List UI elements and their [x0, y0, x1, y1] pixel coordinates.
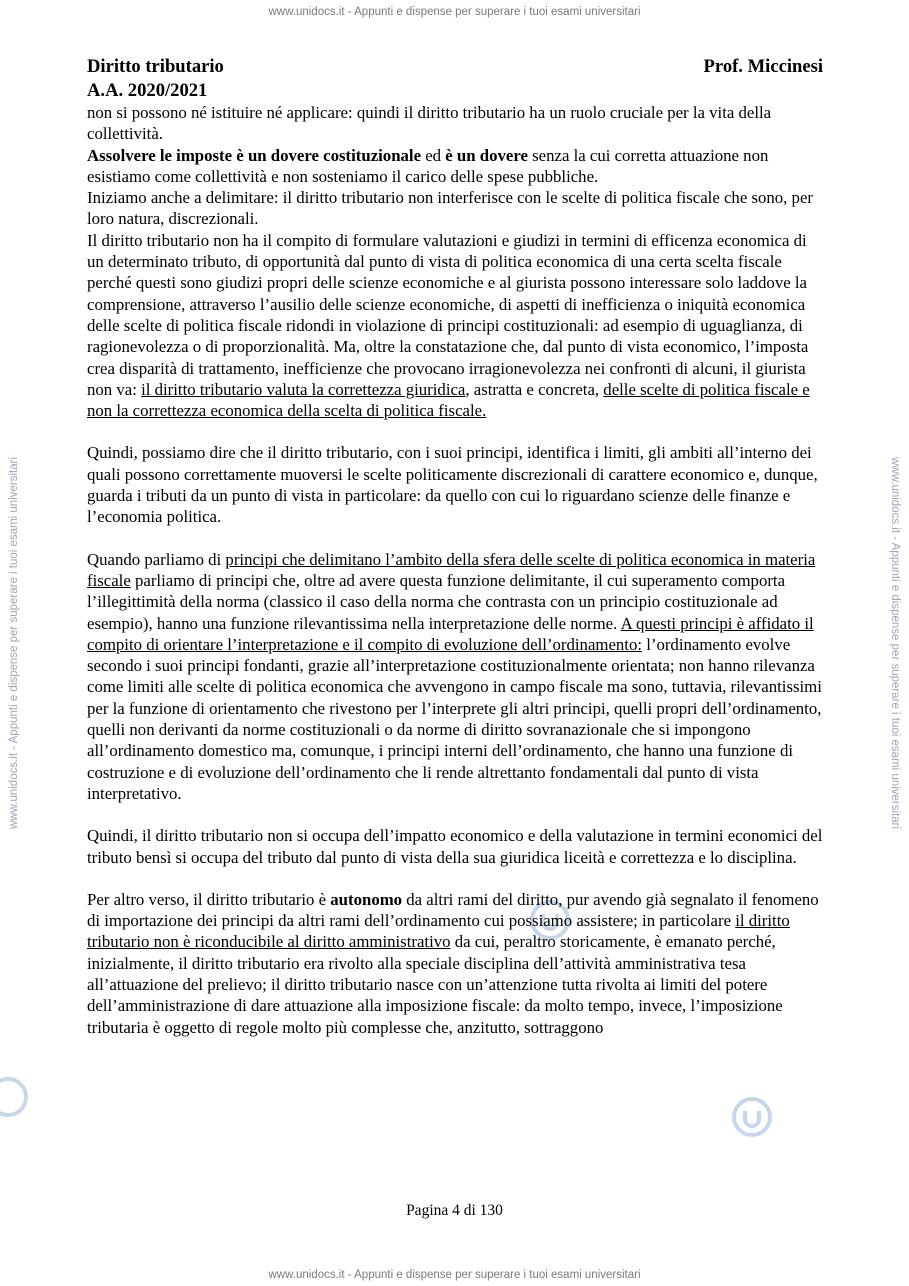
text-run: da cui, peraltro storicamente, è emanato perché, inizialmente, il diritto tributario era rivolto alla speciale disciplina dell’attività amministrativa tesa all’attuazione del prelievo; il diritto tributario nasce con un’attenzione tutta rivolta ai limiti del potere dell’amministrazione di dare attuazione alla imposizione fiscale: da molto tempo, invece, l’imposizione tributaria è oggetto di regole molto più complesse che, anzitutto, sottraggono	[87, 932, 783, 1037]
paragraph	[87, 145, 823, 188]
unidocs-logo-icon	[730, 1095, 774, 1139]
academic-year: A.A. 2020/2021	[87, 80, 208, 101]
paragraph	[87, 442, 823, 527]
bold-text: è un dovere	[445, 145, 528, 165]
page-header	[87, 55, 823, 103]
paragraph	[87, 825, 823, 868]
course-title: Diritto tributario	[87, 56, 224, 77]
text-run: Quindi, possiamo dire che il diritto tributario, con i suoi principi, identifica i limiti, gli ambiti all’interno dei quali possono correttamente muoversi le scelte politicamente discrezionali di carattere economico e, dunque, guarda i tributi da un punto di vista in particolare: da quello con cui lo riguardano scienze delle finanze e l’economia politica.	[87, 443, 818, 527]
document-body	[87, 102, 823, 1038]
paragraph	[87, 187, 823, 230]
watermark-left: www.unidocs.it - Appunti e dispense per superare i tuoi esami universitari	[8, 456, 20, 830]
text-run: l’ordinamento evolve secondo i suoi principi fondanti, grazie all’interpretazione costituzionalmente orientata; non hanno rilevanza come limiti alle scelte di politica economica che avvengono in campo fiscale ma sono, tuttavia, rilevantissimi per la funzione di orientamento che rivestono per l’interprete gli altri principi, quelli propri dell’ordinamento, quelli non derivanti da norme costituzionali o da norme di diritto sovranazionale che si impongono all’ordinamento domestico ma, comunque, i principi interni dell’ordinamento, che hanno una funzione di costruzione e di evoluzione dell’ordinamento che li rende altrettanto fondamentali dal punto di vista interpretativo.	[87, 634, 822, 803]
watermark-top: www.unidocs.it - Appunti e dispense per superare i tuoi esami universitari	[268, 6, 641, 18]
paragraph	[87, 230, 823, 422]
paragraph	[87, 889, 823, 1038]
unidocs-logo-icon	[0, 1075, 30, 1119]
text-run: Per altro verso, il diritto tributario è	[87, 889, 331, 909]
text-run: Iniziamo anche a delimitare: il diritto tributario non interferisce con le scelte di politica fiscale che sono, per loro natura, discrezionali.	[87, 188, 813, 229]
watermark-right: www.unidocs.it - Appunti e dispense per superare i tuoi esami universitari	[889, 456, 901, 830]
text-run: parliamo di principi che, oltre ad avere questa funzione delimitante, il cui superamento comporta l’illegittimità della norma (classico il caso della norma che contrasta con un principio costituzionale ad esempio), hanno una funzione rilevantissima nella interpretazione delle norme.	[87, 570, 786, 633]
underlined-text: A questi principi è affidato il compito di orientare l’interpretazione e il compito di evoluzione dell’ordinamento:	[87, 613, 814, 654]
underlined-text: delle scelte di politica fiscale e non la correttezza economica della scelta di politica fiscale.	[87, 379, 810, 421]
text-run: Quando parliamo di	[87, 549, 226, 569]
text-run: Quindi, il diritto tributario non si occupa dell’impatto economico e della valutazione in termini economici del tributo bensì si occupa del tributo dal punto di vista della sua giuridica liceità e correttezza e lo disciplina.	[87, 826, 823, 867]
text-run: da altri rami del diritto, pur avendo già segnalato il fenomeno di importazione dei principi da altri rami dell’ordinamento cui possiamo assistere; in particolare	[87, 889, 819, 931]
underlined-text: principi che delimitano l’ambito della sfera delle scelte di politica economica in materia fiscale	[87, 549, 816, 590]
paragraph	[87, 102, 823, 145]
bold-text: Assolvere le imposte è un dovere costituzionale	[87, 145, 422, 165]
paragraph	[87, 549, 823, 805]
text-run: Il diritto tributario non ha il compito di formulare valutazioni e giudizi in termini di efficenza economica di un determinato tributo, di opportunità dal punto di vista di politica economica di una certa scelta fiscale perché questi sono giudizi propri delle scienze economiche e al giurista possono interessare solo laddove la comprensione, attraverso l’ausilio delle scienze economiche, di aspetti di inefficienza o iniquità economica delle scelte di politica fiscale ridondi in violazione di principi costituzionali: ad esempio di uguaglianza, di ragionevolezza o di proporzionalità. Ma, oltre la constatazione che, dal punto di vista economico, l’imposta crea disparità di trattamento, inefficienze che provocano irragionevolezza nei confronti di alcuni, il giurista non va:	[87, 230, 809, 399]
professor-name: Prof. Miccinesi	[703, 56, 823, 77]
watermark-bottom: www.unidocs.it - Appunti e dispense per superare i tuoi esami universitari	[268, 1269, 641, 1281]
text-run: ed	[421, 145, 446, 165]
bold-text: autonomo	[330, 889, 403, 909]
text-run: senza la cui corretta attuazione non esistiamo come collettività e non sosteniamo il carico delle spese pubbliche.	[87, 145, 769, 186]
underlined-text: il diritto tributario non è riconducibile al diritto amministrativo	[87, 911, 790, 952]
text-run: , astratta e concreta,	[465, 379, 604, 399]
underlined-text: il diritto tributario valuta la correttezza giuridica	[141, 379, 466, 399]
page-number: Pagina 4 di 130	[406, 1202, 503, 1219]
text-run: non si possono né istituire né applicare: quindi il diritto tributario ha un ruolo cruciale per la vita della collettività.	[87, 103, 772, 144]
